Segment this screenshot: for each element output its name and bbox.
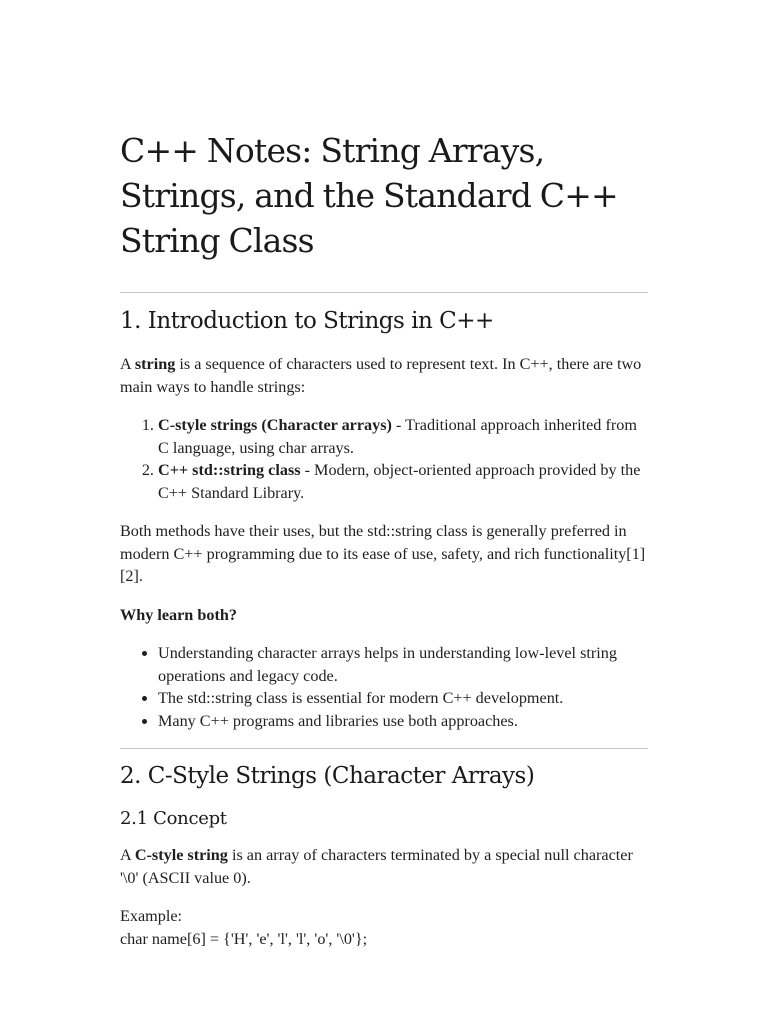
example-label: Example: bbox=[120, 907, 183, 925]
document-page bbox=[120, 128, 648, 950]
example-block bbox=[120, 905, 648, 950]
summary-paragraph: Both methods have their uses, but the std::string class is generally preferred in modern C++ programming due to its ease of use, safety, and rich functionality[1][2]. bbox=[120, 522, 646, 585]
intro-post: is a sequence of characters used to represent text. In C++, there are two main ways to handle strings: bbox=[120, 355, 642, 396]
intro-pre: A bbox=[120, 355, 135, 373]
why-list bbox=[120, 642, 648, 732]
section-divider bbox=[120, 748, 648, 749]
list-item-bold: C-style strings (Character arrays) bbox=[158, 416, 392, 434]
example-code: char name[6] = {'H', 'e', 'l', 'l', 'o', '\0'}; bbox=[120, 929, 368, 948]
section-heading-introduction: 1. Introduction to Strings in C++ bbox=[120, 308, 494, 334]
why-heading bbox=[120, 604, 648, 627]
list-item-text: - Traditional approach inherited from C language, using char arrays. bbox=[158, 416, 637, 457]
section-heading-c-style: 2. C-Style Strings (Character Arrays) bbox=[120, 763, 535, 789]
list-item bbox=[158, 459, 648, 504]
list-item-text: - Modern, object-oriented approach provided by the C++ Standard Library. bbox=[158, 461, 641, 502]
subsection-heading-concept: 2.1 Concept bbox=[120, 808, 227, 829]
list-item: • The std::string class is essential for modern C++ development. bbox=[158, 687, 648, 710]
list-item: • Many C++ programs and libraries use both approaches. bbox=[158, 710, 648, 733]
list-item-bold: C++ std::string class bbox=[158, 461, 301, 479]
list-item: • Understanding character arrays helps in understanding low-level string operations and legacy code. bbox=[158, 642, 648, 687]
concept-bold-term: C-style string bbox=[134, 846, 228, 864]
concept-post: is an array of characters terminated by a special null character '\0' (ASCII value 0). bbox=[120, 846, 633, 887]
section-divider bbox=[120, 292, 648, 293]
why-heading-bold: Why learn both? bbox=[120, 605, 237, 624]
string-ways-list bbox=[120, 414, 648, 504]
intro-paragraph bbox=[120, 353, 648, 398]
concept-paragraph bbox=[120, 844, 648, 889]
intro-bold-term: string bbox=[134, 355, 176, 373]
list-item bbox=[158, 414, 648, 459]
document-title: C++ Notes: String Arrays, Strings, and the Standard C++ String Class bbox=[120, 131, 618, 260]
concept-pre: A bbox=[120, 846, 135, 864]
